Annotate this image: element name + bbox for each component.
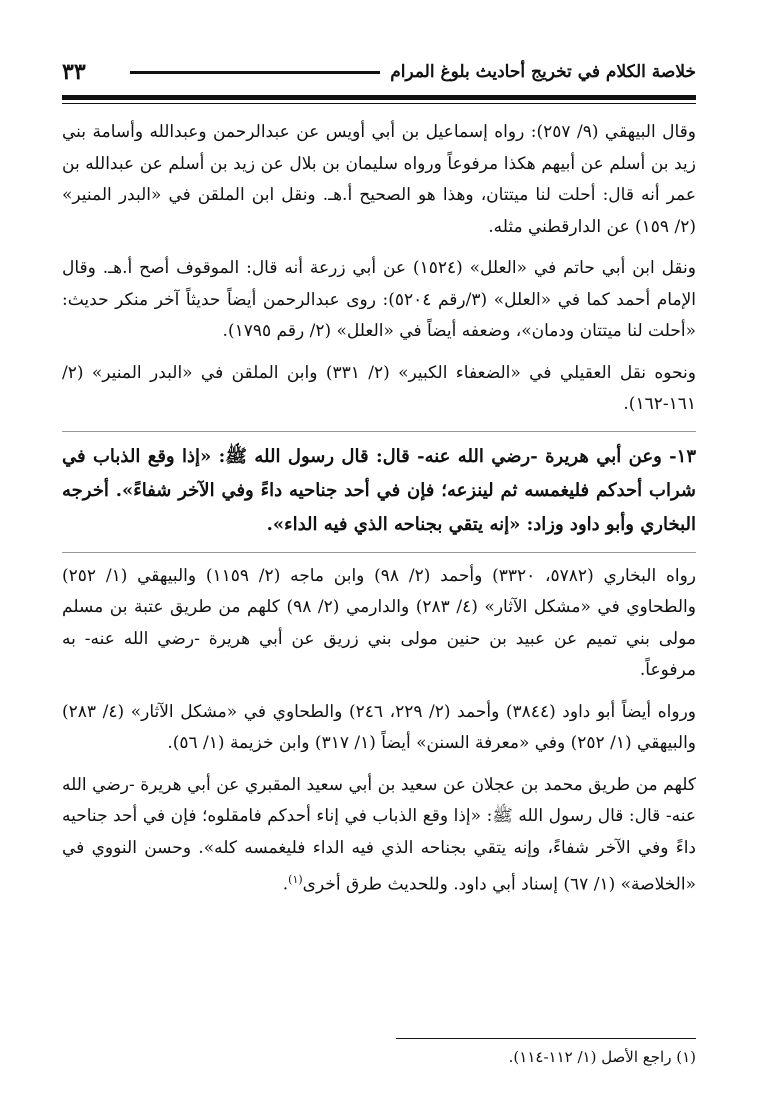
- header-title-group: [130, 62, 696, 82]
- footnote-reference[interactable]: (١): [288, 873, 303, 886]
- paragraph-ibn-abi-hatim: ونقل ابن أبي حاتم في «العلل» (١٥٢٤) عن أبي زرعة أنه قال: الموقوف أصح أ.هـ. وقال الإمام أحمد كما في «العلل» (٣/رقم ٥٢٠٤): روى عبدالرحمن أيضاً حديثاً آخر منكر حديث: «أحلت لنا ميتتان ودمان»، وضعفه أيضاً في «العلل» (٢/ رقم ١٧٩٥).: [62, 258, 697, 341]
- paragraph-abu-dawud-takhrij: ورواه أيضاً أبو داود (٣٨٤٤) وأحمد (٢/ ٢٢٩، ٢٤٦) والطحاوي في «مشكل الآثار» (٤/ ٢٨٣) والبيهقي (١/ ٢٥٢) وفي «معرفة السنن» أيضاً (١/ ٣١٧) وابن خزيمة (١/ ٥٦).: [62, 701, 696, 753]
- hadith-13-text: ١٣- وعن أبي هريرة -رضي الله عنه- قال: قال رسول الله ﷺ: «إذا وقع الذباب في شراب أحدكم فليغمسه ثم لينزعه؛ فإن في أحد جناحيه داءً وفي الآخر شفاءً». أخرجه البخاري وأبو داود وزاد: «إنه يتقي بجناحه الذي فيه الداء».: [62, 445, 696, 535]
- paragraph-uqayli: ونحوه نقل العقيلي في «الضعفاء الكبير» (٢/ ٣٣١) وابن الملقن في «البدر المنير» (٢/ ١٦١-١٦٢).: [62, 362, 696, 414]
- footnote-rule: [396, 1038, 696, 1039]
- paragraph-bayhaqi: وقال البيهقي (٩/ ٢٥٧): رواه إسماعيل بن أبي أويس عن عبدالرحمن وعبدالله وأسامة بني زيد بن أسلم عن أبيهم هكذا مرفوعاً ورواه سليمان بن بلال عن زيد بن أسلم عن عبدالله بن عمر أنه قال: أحلت لنا ميتتان، وهذا هو الصحيح أ.هـ. ونقل ابن الملقن في «البدر المنير» (٢/ ١٥٩) عن الدارقطني مثله.: [62, 122, 696, 237]
- paragraph-bukhari-takhrij: رواه البخاري (٥٧٨٢، ٣٣٢٠) وأحمد (٢/ ٩٨) وابن ماجه (٢/ ١١٥٩) والبيهقي (١/ ٢٥٢) والطحاوي في «مشكل الآثار» (٤/ ٢٨٣) والدارمي (٢/ ٩٨) كلهم من طريق عتبة بن مسلم مولى بني تميم عن عبيد بن حنين مولى بني زريق عن أبي هريرة -رضي الله عنه- به مرفوعاً.: [62, 565, 696, 680]
- section-divider: [62, 431, 696, 432]
- footnote: (١) راجع الأصل (١/ ١١٢-١١٤).: [508, 1048, 696, 1066]
- page-number: ٣٣: [62, 59, 86, 85]
- paragraph-end-punctuation: .: [282, 874, 289, 895]
- header-rule-thick: [62, 95, 696, 100]
- book-title: خلاصة الكلام في تخريج أحاديث بلوغ المرام: [390, 62, 696, 82]
- page-body: [62, 117, 696, 901]
- section-divider: [62, 552, 696, 553]
- paragraph-ibn-ajlan-text: كلهم من طريق محمد بن عجلان عن سعيد بن أبي سعيد المقبري عن أبي هريرة -رضي الله عنه- قال: قال رسول الله ﷺ: «إذا وقع الذباب في إناء أحدكم فامقلوه؛ فإن في أحد جناحيه داءً وفي الآخر شفاءً، وإنه يتقي بجناحه الذي فيه الداء فليغمسه كله». وحسن النووي في «الخلاصة» (١/ ٦٧) إسناد أبي داود. وللحديث طرق أخرى: [62, 774, 696, 895]
- header-rule-thin: [62, 103, 696, 104]
- header-decorative-line: [130, 71, 380, 74]
- running-header: [62, 52, 696, 92]
- paragraph-ibn-ajlan-route: [62, 770, 696, 902]
